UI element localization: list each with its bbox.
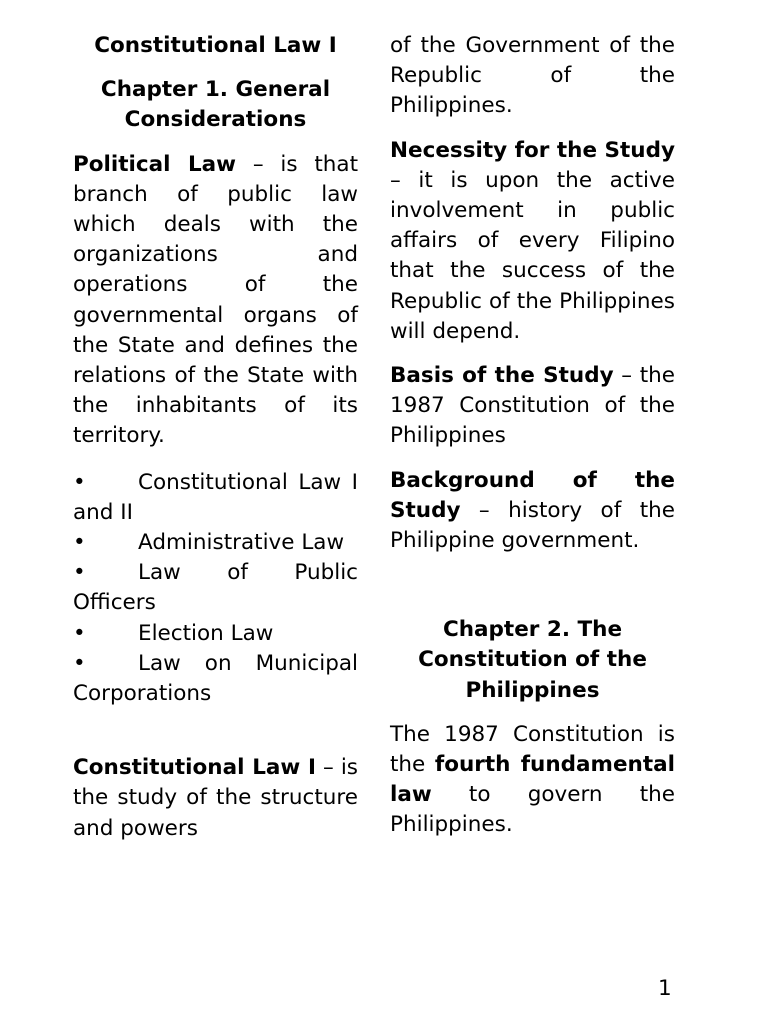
background-paragraph xyxy=(390,466,675,557)
list-item-text: Constitutional Law I and II xyxy=(73,469,358,525)
constitution-text-post: to govern the Philippines. xyxy=(390,782,675,838)
list-item xyxy=(73,649,358,709)
constitutional-law-one-definition: – is the study of the structure and powers xyxy=(73,755,358,841)
constitutional-law-one-term: Constitutional Law I xyxy=(73,755,316,781)
list-item xyxy=(73,468,358,528)
constitutional-law-one-paragraph xyxy=(73,753,358,844)
basis-definition: – the 1987 Constitution of the Philippines xyxy=(390,363,675,449)
necessity-definition: – it is upon the active involvement in public affairs of every Filipino that the success of the Republic of the Philippines will depend. xyxy=(390,167,675,344)
bullet-icon: • xyxy=(73,650,86,676)
political-law-subjects-list xyxy=(73,468,358,710)
continuation-paragraph: of the Government of the Republic of the Philippines. xyxy=(390,33,675,119)
chapter-1-heading: Chapter 1. General Considerations xyxy=(100,77,331,133)
list-item-text: Law of Public Officers xyxy=(73,560,358,616)
political-law-term: Political Law xyxy=(73,151,237,177)
bullet-icon: • xyxy=(73,530,86,556)
document-title: Constitutional Law I xyxy=(94,33,337,58)
spacer xyxy=(390,570,675,615)
background-definition: – history of the Philippine government. xyxy=(390,497,675,554)
background-term: Background of the Study xyxy=(390,467,675,523)
necessity-paragraph xyxy=(390,136,675,347)
list-item xyxy=(73,558,358,618)
necessity-term: Necessity for the Study xyxy=(390,137,675,163)
fourth-fundamental-law-term: fourth fundamental law xyxy=(390,752,675,808)
list-item xyxy=(73,619,358,649)
list-item-text: Election Law xyxy=(138,620,274,646)
page-number: 1 xyxy=(658,976,672,1001)
political-law-paragraph xyxy=(73,150,358,452)
basis-term: Basis of the Study xyxy=(390,363,614,389)
list-item-text: Law on Municipal Corporations xyxy=(73,650,358,707)
chapter-2-heading: Chapter 2. The Constitution of the Philippines xyxy=(418,617,647,703)
bullet-icon: • xyxy=(73,469,86,495)
list-item xyxy=(73,528,358,558)
constitution-paragraph xyxy=(390,720,675,841)
constitution-text-pre: The 1987 Constitution is the xyxy=(390,721,675,778)
political-law-definition: – is that branch of public law which deals with the organizations and operations of the governmental organs of the State and defines the relations of the State with the inhabitants of its territory. xyxy=(73,151,358,449)
spacer xyxy=(73,709,358,753)
bullet-icon: • xyxy=(73,620,86,646)
basis-paragraph xyxy=(390,361,675,452)
bullet-icon: • xyxy=(73,560,86,586)
list-item-text: Administrative Law xyxy=(138,530,345,556)
left-column xyxy=(73,31,358,858)
right-column xyxy=(390,31,675,855)
